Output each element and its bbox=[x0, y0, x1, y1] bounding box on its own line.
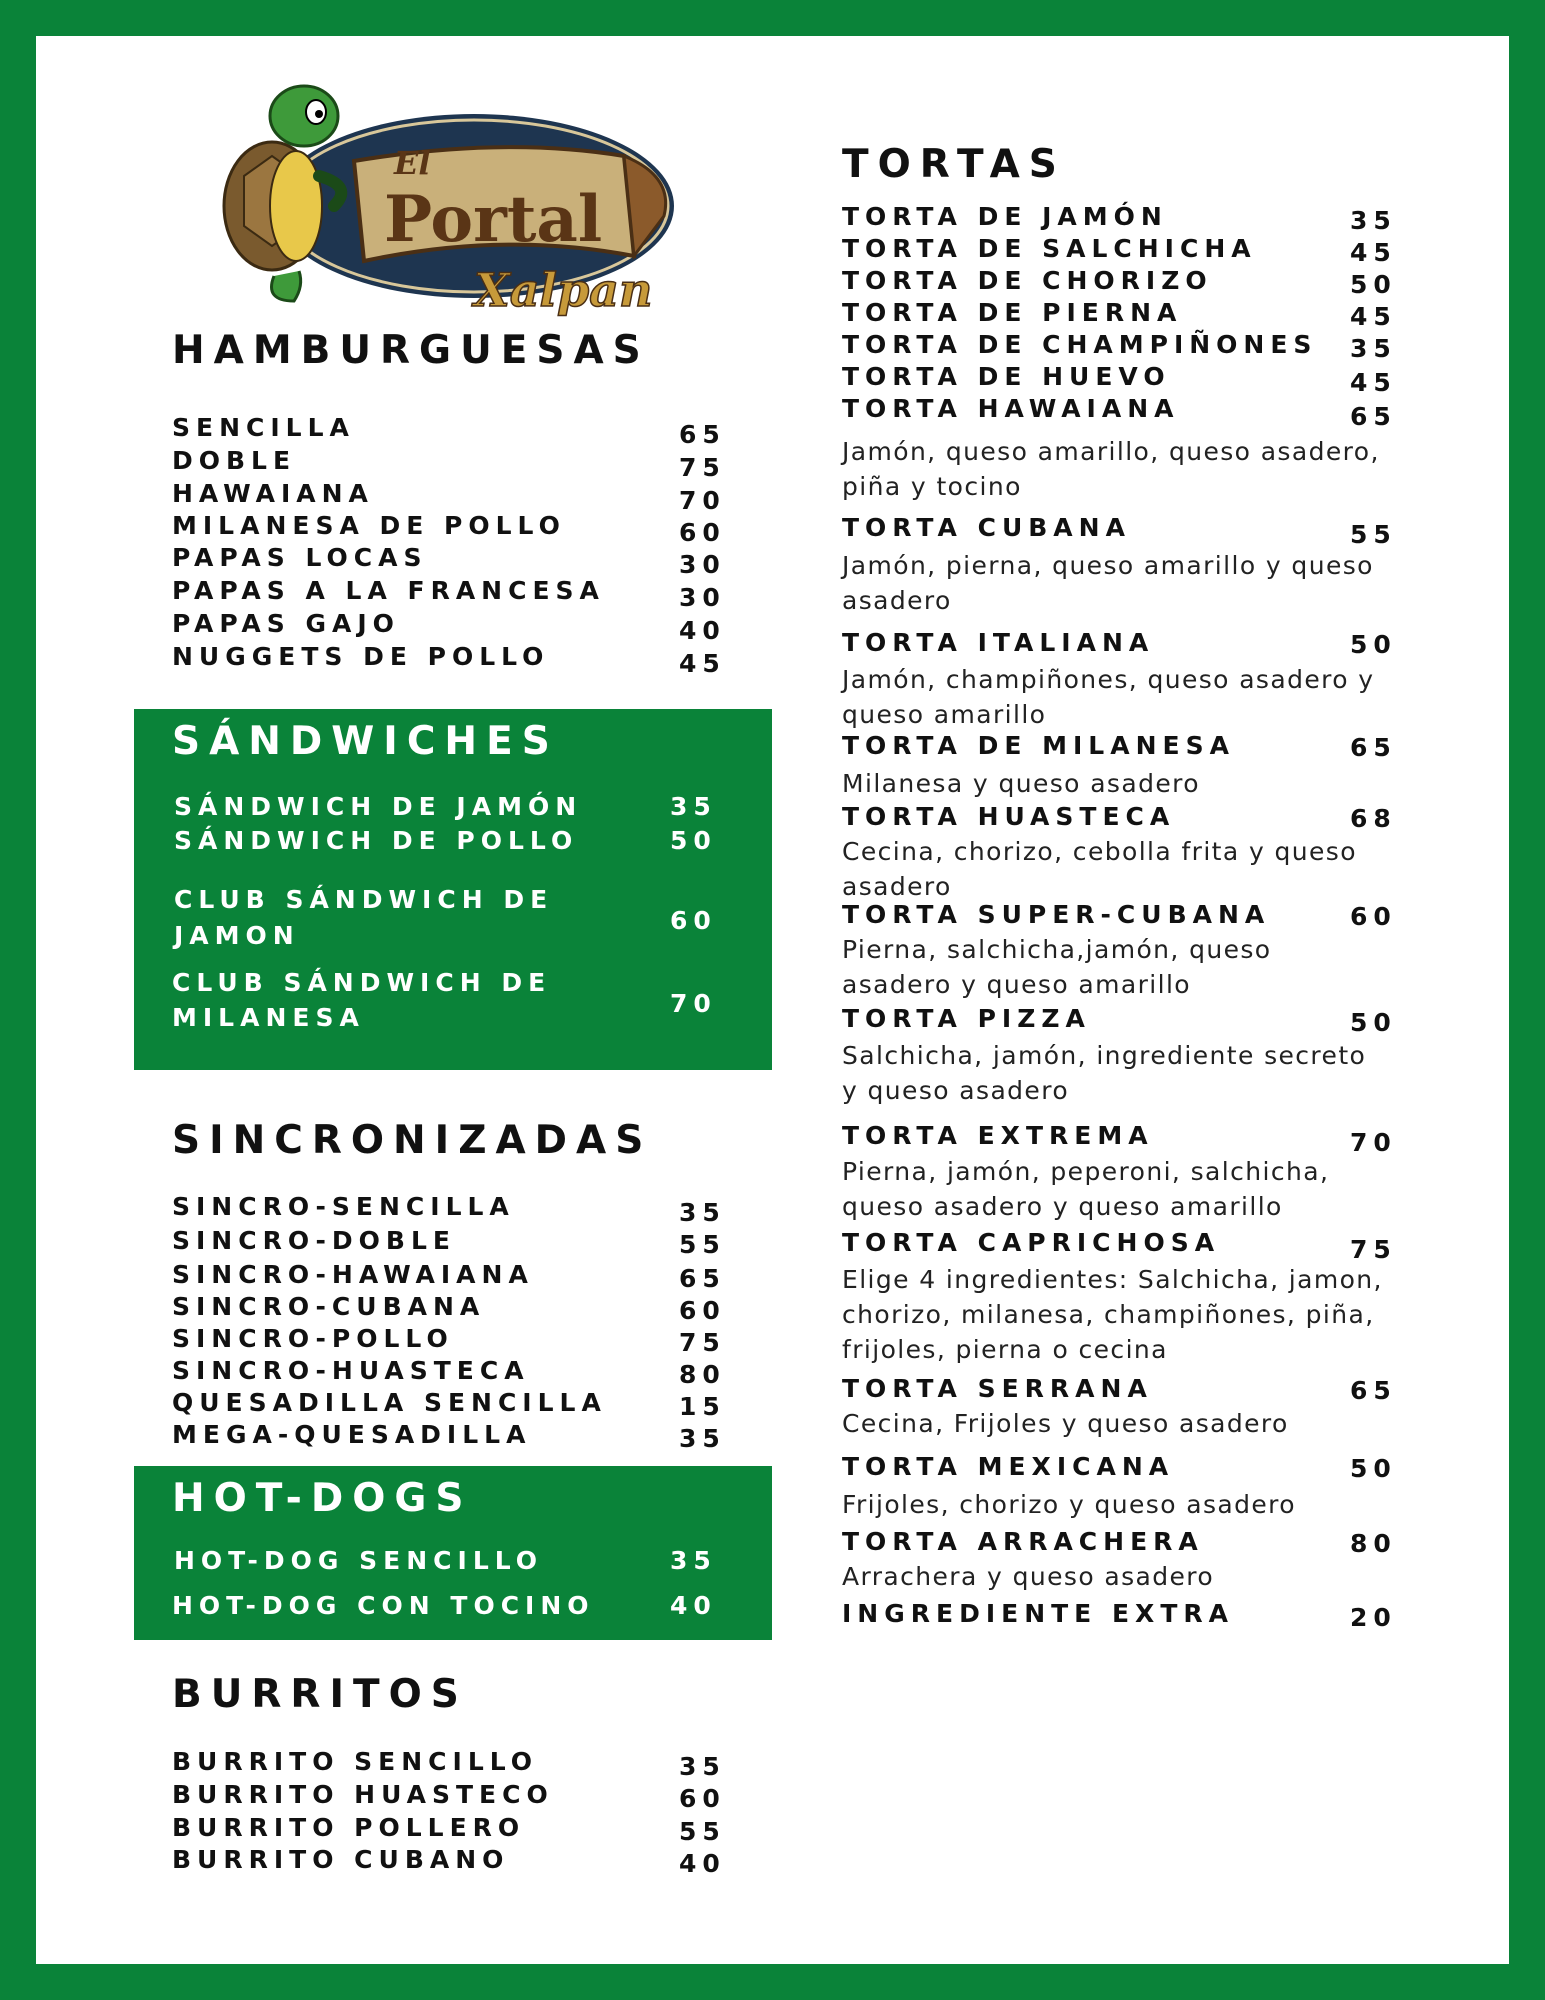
menu-item-name: SINCRO-DOBLE bbox=[172, 1226, 456, 1255]
menu-item-name: TORTA DE SALCHICHA bbox=[842, 234, 1257, 263]
menu-item-name: INGREDIENTE EXTRA bbox=[842, 1599, 1234, 1628]
menu-item-name: SINCRO-POLLO bbox=[172, 1324, 454, 1353]
menu-item-price: 75 bbox=[679, 1328, 726, 1357]
menu-item-price: 50 bbox=[670, 826, 717, 855]
menu-item-price: 40 bbox=[679, 1849, 726, 1878]
menu-item-name: SINCRO-CUBANA bbox=[172, 1292, 486, 1321]
menu-item-name: TORTA DE PIERNA bbox=[842, 298, 1183, 327]
menu-item-price: 60 bbox=[670, 906, 717, 935]
menu-item-price: 60 bbox=[679, 1784, 726, 1813]
menu-item-price: 45 bbox=[1350, 368, 1397, 397]
menu-item-price: 80 bbox=[1350, 1529, 1397, 1558]
menu-item-description: Milanesa y queso asadero bbox=[842, 769, 1200, 798]
menu-item-description: frijoles, pierna o cecina bbox=[842, 1335, 1168, 1364]
menu-item-name: DOBLE bbox=[172, 446, 297, 475]
menu-item-price: 50 bbox=[1350, 630, 1397, 659]
menu-item-name: TORTA SERRANA bbox=[842, 1374, 1153, 1403]
menu-item-description: asadero y queso amarillo bbox=[842, 970, 1191, 999]
menu-item-description: queso asadero y queso amarillo bbox=[842, 1192, 1283, 1221]
menu-item-description: y queso asadero bbox=[842, 1076, 1070, 1105]
menu-item-price: 65 bbox=[679, 1264, 726, 1293]
menu-item-price: 75 bbox=[679, 453, 726, 482]
menu-item-name: TORTA DE CHAMPIÑONES bbox=[842, 330, 1318, 359]
menu-item-description: asadero bbox=[842, 872, 952, 901]
menu-item-price: 60 bbox=[1350, 902, 1397, 931]
menu-item-description: Jamón, queso amarillo, queso asadero, bbox=[842, 437, 1380, 466]
logo-portal-text: Portal bbox=[384, 182, 603, 257]
menu-item-name: MEGA-QUESADILLA bbox=[172, 1420, 532, 1449]
menu-item-name: TORTA HAWAIANA bbox=[842, 394, 1180, 423]
menu-item-description: Pierna, salchicha,jamón, queso bbox=[842, 935, 1272, 964]
menu-item-name: SINCRO-HUASTECA bbox=[172, 1356, 530, 1385]
menu-item-name: TORTA HUASTECA bbox=[842, 802, 1176, 831]
menu-item-name: TORTA EXTREMA bbox=[842, 1121, 1154, 1150]
menu-item-description: Jamón, pierna, queso amarillo y queso bbox=[842, 551, 1374, 580]
menu-item-description: Cecina, Frijoles y queso asadero bbox=[842, 1409, 1289, 1438]
logo-xalpan-text: Xalpan bbox=[474, 263, 653, 317]
menu-item-name: SINCRO-HAWAIANA bbox=[172, 1260, 534, 1289]
section-title-sincronizadas: SINCRONIZADAS bbox=[172, 1118, 653, 1163]
menu-item-name: PAPAS LOCAS bbox=[172, 543, 428, 572]
menu-item-name: TORTA PIZZA bbox=[842, 1004, 1091, 1033]
menu-item-price: 35 bbox=[670, 792, 717, 821]
menu-item-price: 50 bbox=[1350, 270, 1397, 299]
menu-item-price: 70 bbox=[670, 989, 717, 1018]
menu-item-name: TORTA MEXICANA bbox=[842, 1452, 1175, 1481]
menu-item-name: TORTA ITALIANA bbox=[842, 628, 1155, 657]
menu-item-name: MILANESA bbox=[172, 1003, 365, 1032]
menu-item-price: 35 bbox=[1350, 206, 1397, 235]
menu-item-name: HOT-DOG CON TOCINO bbox=[172, 1591, 595, 1620]
menu-item-name: QUESADILLA SENCILLA bbox=[172, 1388, 607, 1417]
menu-item-name: TORTA ARRACHERA bbox=[842, 1527, 1204, 1556]
menu-item-price: 55 bbox=[1350, 520, 1397, 549]
menu-item-name: SINCRO-SENCILLA bbox=[172, 1192, 515, 1221]
menu-item-price: 70 bbox=[1350, 1128, 1397, 1157]
menu-item-price: 70 bbox=[679, 486, 726, 515]
menu-item-price: 45 bbox=[1350, 302, 1397, 331]
menu-item-name: BURRITO HUASTECO bbox=[172, 1780, 554, 1809]
menu-item-price: 65 bbox=[1350, 1376, 1397, 1405]
menu-item-name: CLUB SÁNDWICH DE bbox=[172, 968, 552, 997]
menu-item-name: HAWAIANA bbox=[172, 479, 374, 508]
menu-item-price: 60 bbox=[679, 1296, 726, 1325]
menu-item-price: 35 bbox=[679, 1752, 726, 1781]
menu-item-name: TORTA DE CHORIZO bbox=[842, 266, 1213, 295]
menu-item-name: SÁNDWICH DE POLLO bbox=[174, 826, 579, 855]
menu-item-description: Arrachera y queso asadero bbox=[842, 1562, 1215, 1591]
menu-item-price: 45 bbox=[679, 649, 726, 678]
section-title-hotdogs: HOT-DOGS bbox=[172, 1476, 473, 1521]
menu-item-description: Salchicha, jamón, ingrediente secreto bbox=[842, 1041, 1367, 1070]
menu-page bbox=[36, 36, 1509, 1964]
menu-item-name: BURRITO SENCILLO bbox=[172, 1747, 539, 1776]
menu-item-name: SÁNDWICH DE JAMÓN bbox=[174, 792, 583, 821]
menu-item-price: 68 bbox=[1350, 804, 1397, 833]
menu-item-name: TORTA SUPER-CUBANA bbox=[842, 900, 1271, 929]
menu-item-name: CLUB SÁNDWICH DE bbox=[174, 885, 554, 914]
section-title-hamburguesas: HAMBURGUESAS bbox=[172, 328, 650, 373]
menu-item-name: TORTA DE HUEVO bbox=[842, 362, 1171, 391]
menu-item-price: 15 bbox=[679, 1392, 726, 1421]
menu-item-name: PAPAS A LA FRANCESA bbox=[172, 576, 605, 605]
menu-item-price: 35 bbox=[679, 1424, 726, 1453]
logo-el-text: El bbox=[394, 144, 431, 182]
menu-item-description: Frijoles, chorizo y queso asadero bbox=[842, 1490, 1296, 1519]
menu-item-name: MILANESA DE POLLO bbox=[172, 511, 566, 540]
section-title-burritos: BURRITOS bbox=[172, 1672, 468, 1717]
menu-item-name: PAPAS GAJO bbox=[172, 609, 400, 638]
menu-item-price: 65 bbox=[1350, 402, 1397, 431]
menu-item-description: Pierna, jamón, peperoni, salchicha, bbox=[842, 1157, 1330, 1186]
menu-item-description: queso amarillo bbox=[842, 700, 1047, 729]
menu-item-price: 35 bbox=[679, 1198, 726, 1227]
menu-item-price: 40 bbox=[679, 616, 726, 645]
menu-item-description: Jamón, champiñones, queso asadero y bbox=[842, 665, 1375, 694]
menu-item-name: TORTA CUBANA bbox=[842, 513, 1131, 542]
menu-item-price: 65 bbox=[679, 420, 726, 449]
menu-item-price: 45 bbox=[1350, 238, 1397, 267]
menu-item-name: BURRITO CUBANO bbox=[172, 1845, 510, 1874]
menu-item-name: JAMON bbox=[174, 921, 300, 950]
menu-item-name: TORTA DE MILANESA bbox=[842, 731, 1235, 760]
menu-item-price: 50 bbox=[1350, 1008, 1397, 1037]
menu-item-price: 30 bbox=[679, 550, 726, 579]
section-title-sandwiches: SÁNDWICHES bbox=[172, 719, 559, 764]
menu-item-price: 60 bbox=[679, 518, 726, 547]
menu-item-price: 75 bbox=[1350, 1235, 1397, 1264]
hotdogs-box bbox=[134, 1466, 772, 1640]
menu-item-price: 40 bbox=[670, 1591, 717, 1620]
menu-item-price: 50 bbox=[1350, 1454, 1397, 1483]
menu-item-price: 35 bbox=[1350, 334, 1397, 363]
menu-item-description: asadero bbox=[842, 586, 952, 615]
menu-item-name: NUGGETS DE POLLO bbox=[172, 642, 550, 671]
menu-item-price: 20 bbox=[1350, 1603, 1397, 1632]
menu-item-description: Elige 4 ingredientes: Salchicha, jamon, bbox=[842, 1265, 1383, 1294]
menu-item-name: TORTA DE JAMÓN bbox=[842, 202, 1168, 231]
sandwiches-box bbox=[134, 709, 772, 1070]
menu-item-price: 55 bbox=[679, 1230, 726, 1259]
menu-item-price: 55 bbox=[679, 1817, 726, 1846]
el-portal-xalpan-logo bbox=[204, 56, 704, 346]
menu-item-description: Cecina, chorizo, cebolla frita y queso bbox=[842, 837, 1357, 866]
menu-item-name: SENCILLA bbox=[172, 413, 355, 442]
menu-item-price: 30 bbox=[679, 583, 726, 612]
menu-item-price: 80 bbox=[679, 1360, 726, 1389]
menu-item-description: piña y tocino bbox=[842, 472, 1022, 501]
menu-item-name: TORTA CAPRICHOSA bbox=[842, 1228, 1221, 1257]
menu-item-price: 65 bbox=[1350, 733, 1397, 762]
menu-item-name: BURRITO POLLERO bbox=[172, 1813, 526, 1842]
menu-item-price: 35 bbox=[670, 1546, 717, 1575]
menu-item-description: chorizo, milanesa, champiñones, piña, bbox=[842, 1300, 1375, 1329]
section-title-tortas: TORTAS bbox=[842, 142, 1066, 187]
menu-item-name: HOT-DOG SENCILLO bbox=[174, 1546, 544, 1575]
